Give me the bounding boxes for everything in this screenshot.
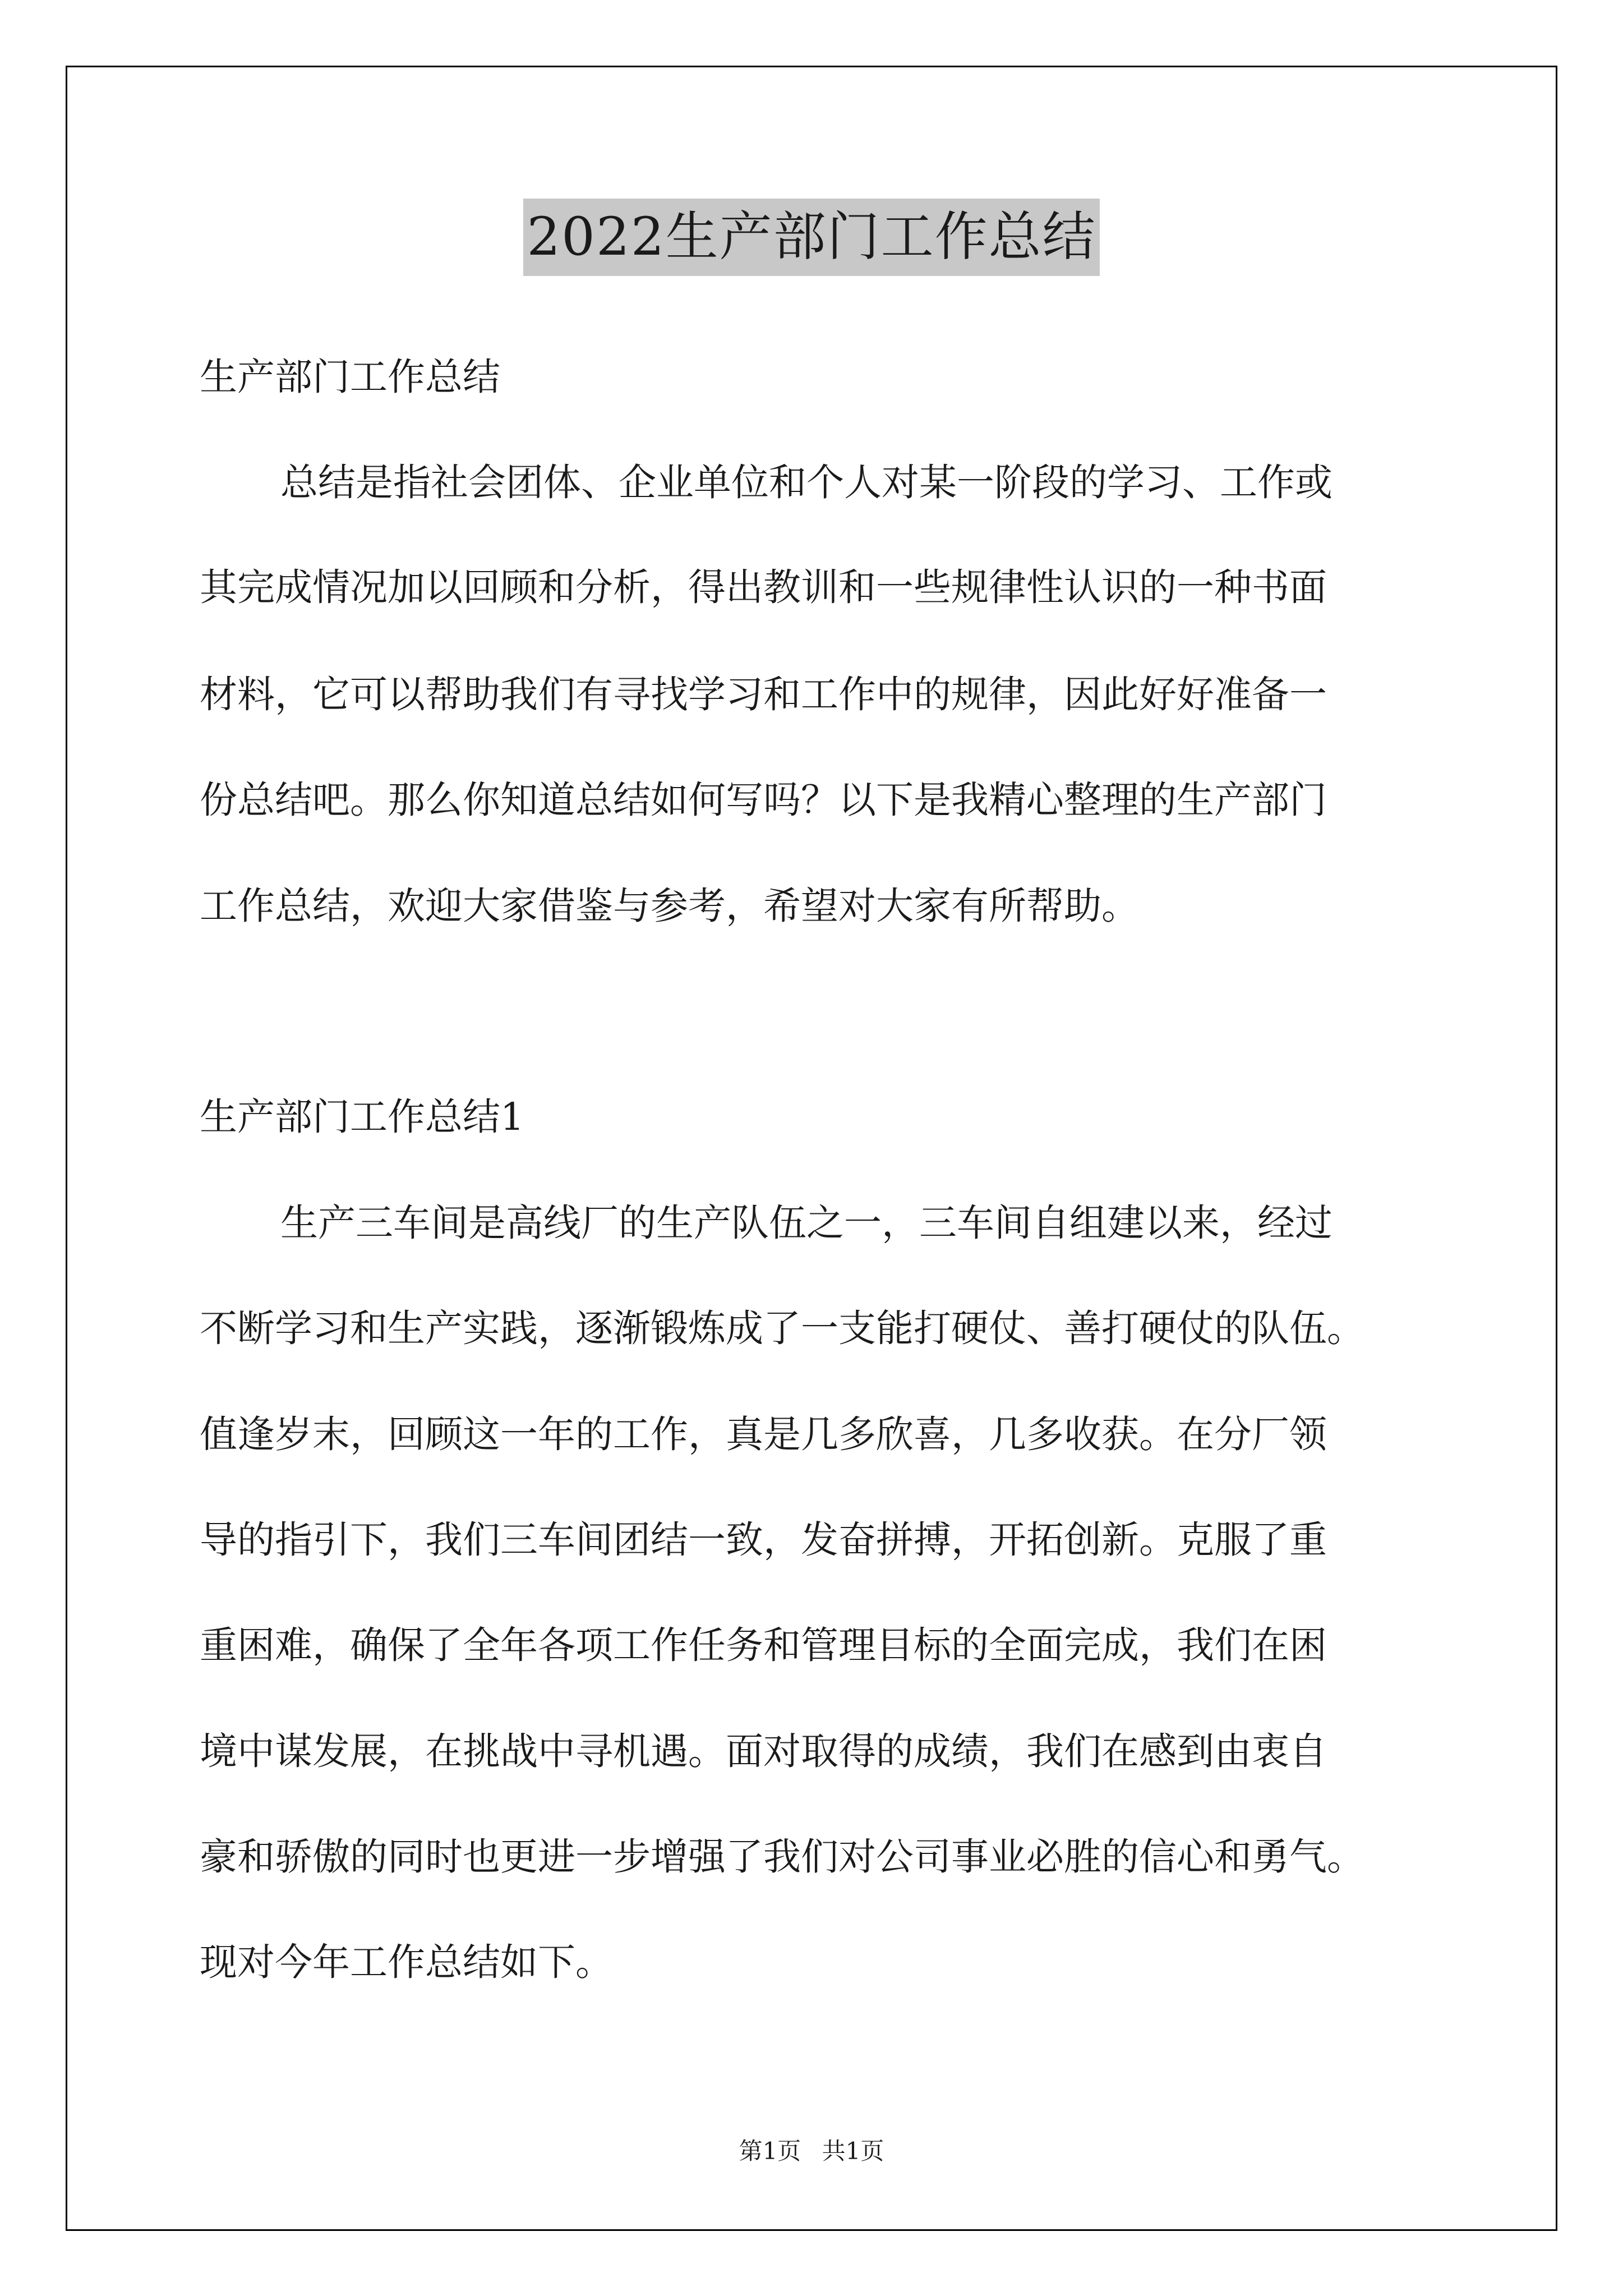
subtitle: 生产部门工作总结	[200, 355, 500, 399]
intro-line: 份总结吧。那么你知道总结如何写吗？以下是我精心整理的生产部门	[200, 778, 1327, 822]
page-number: 第1页	[739, 2137, 801, 2165]
body-line: 现对今年工作总结如下。	[200, 1940, 613, 1984]
body-line: 重困难，确保了全年各项工作任务和管理目标的全面完成，我们在困	[200, 1623, 1327, 1667]
body-line: 不断学习和生产实践，逐渐锻炼成了一支能打硬仗、善打硬仗的队伍。	[200, 1306, 1364, 1350]
document-title: 2022生产部门工作总结	[523, 199, 1099, 276]
intro-line: 其完成情况加以回顾和分析，得出教训和一些规律性认识的一种书面	[200, 565, 1327, 609]
body-line: 导的指引下，我们三车间团结一致，发奋拼搏，开拓创新。克服了重	[200, 1518, 1327, 1562]
body-line: 豪和骄傲的同时也更进一步增强了我们对公司事业必胜的信心和勇气。	[200, 1835, 1364, 1879]
section-heading: 生产部门工作总结1	[200, 1095, 524, 1139]
page-total: 共1页	[822, 2137, 884, 2165]
body-line: 境中谋发展，在挑战中寻机遇。面对取得的成绩，我们在感到由衷自	[200, 1729, 1327, 1773]
intro-line: 总结是指社会团体、企业单位和个人对某一阶段的学习、工作或	[280, 461, 1332, 504]
intro-line: 材料，它可以帮助我们有寻找学习和工作中的规律，因此好好准备一	[200, 673, 1327, 716]
body-line: 值逢岁末，回顾这一年的工作，真是几多欣喜，几多收获。在分厂领	[200, 1412, 1327, 1456]
page-footer	[0, 2134, 1623, 2168]
body-line: 生产三车间是高线厂的生产队伍之一，三车间自组建以来，经过	[280, 1201, 1332, 1245]
title-container	[0, 199, 1623, 276]
intro-line: 工作总结，欢迎大家借鉴与参考，希望对大家有所帮助。	[200, 884, 1139, 928]
